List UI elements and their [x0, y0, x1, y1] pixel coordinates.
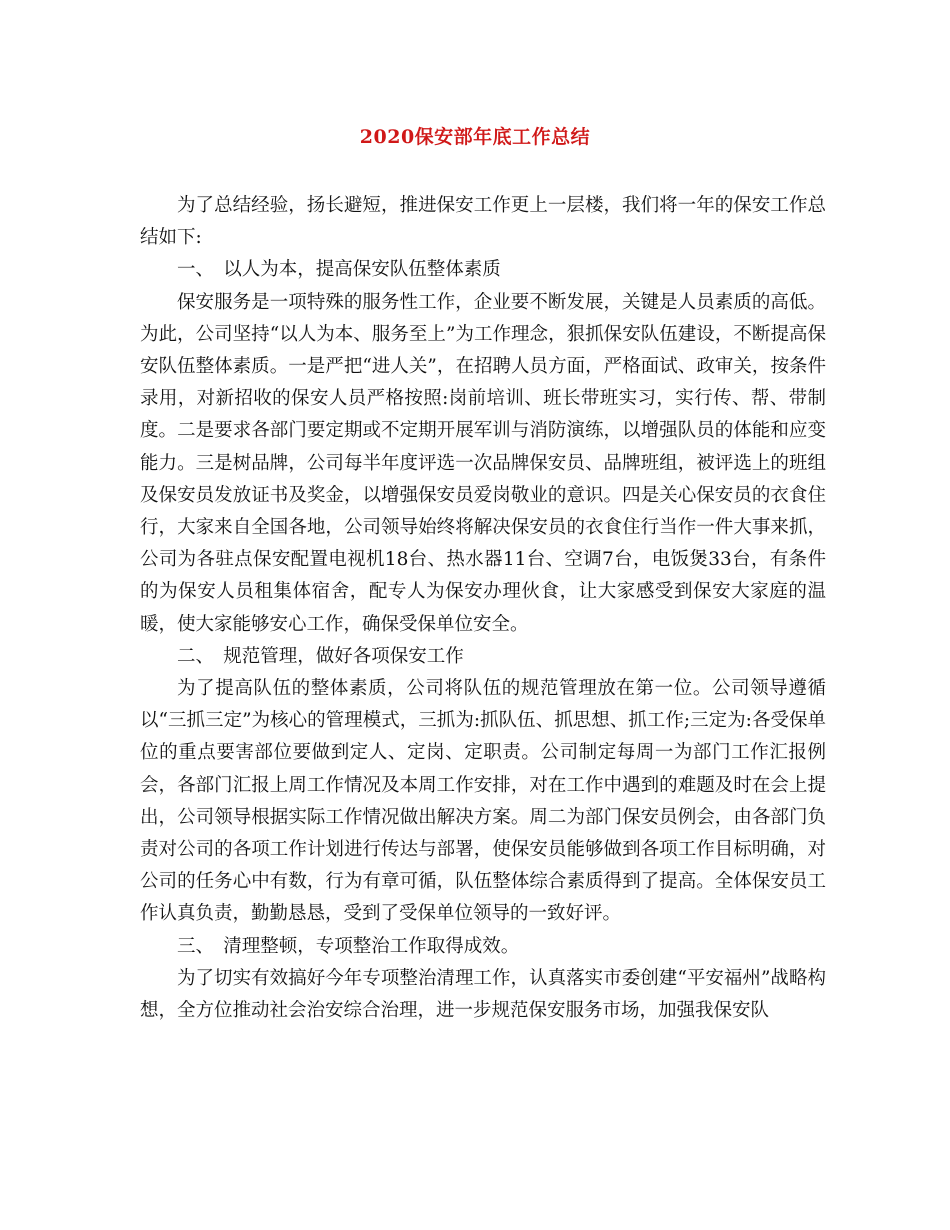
section-heading-3: 三、 清理整顿，专项整治工作取得成效。 [177, 935, 520, 957]
section-2-paragraph: 为了提高队伍的整体素质，公司将队伍的规范管理放在第一位。公司领导遵循以“三抓三定”为核心的管理模式，三抓为:抓队伍、抓思想、抓工作;三定为:各受保单位的重点要害部位要做到定人、定岗、定职责。公司制定每周一为部门工作汇报例会，各部门汇报上周工作情况及本周工作安排，对在工作中遇到的难题及时在会上提出，公司领导根据实际工作情况做出解决方案。周二为部门保安员例会，由各部门负责对公司的各项工作计划进行传达与部署，使保安员能够做到各项工作目标明确，对公司的任务心中有数，行为有章可循，队伍整体综合素质得到了提高。全体保安员工作认真负责，勤勤恳恳，受到了受保单位领导的一致好评。 [140, 678, 826, 925]
intro-paragraph: 为了总结经验，扬长避短，推进保安工作更上一层楼，我们将一年的保安工作总结如下: [140, 195, 826, 249]
section-heading-2: 二、 规范管理，做好各项保安工作 [177, 645, 464, 667]
section-heading-1: 一、 以人为本，提高保安队伍整体素质 [177, 259, 501, 281]
document-title: 2020保安部年底工作总结 [359, 126, 591, 148]
section-3-paragraph: 为了切实有效搞好今年专项整治清理工作，认真落实市委创建“平安福州”战略构想，全方位推动社会治安综合治理，进一步规范保安服务市场，加强我保安队 [140, 967, 826, 1022]
section-1-paragraph: 保安服务是一项特殊的服务性工作，企业要不断发展，关键是人员素质的高低。为此，公司坚持“以人为本、服务至上”为工作理念，狠抓保安队伍建设，不断提高保安队伍整体素质。一是严把“进人关”，在招聘人员方面，严格面试、政审关，按条件录用，对新招收的保安人员严格按照:岗前培训、班长带班实习，实行传、帮、带制度。二是要求各部门要定期或不定期开展军训与消防演练，以增强队员的体能和应变能力。三是树品牌，公司每半年度评选一次品牌保安员、品牌班组，被评选上的班组及保安员发放证书及奖金，以增强保安员爱岗敬业的意识。四是关心保安员的衣食住行，大家来自全国各地，公司领导始终将解决保安员的衣食住行当作一件大事来抓，公司为各驻点保安配置电视机18台、热水器11台、空调7台，电饭煲33台，有条件的为保安人员租集体宿舍，配专人为保安办理伙食，让大家感受到保安大家庭的温暖，使大家能够安心工作，确保受保单位安全。 [140, 291, 826, 635]
document-body [140, 190, 826, 1027]
